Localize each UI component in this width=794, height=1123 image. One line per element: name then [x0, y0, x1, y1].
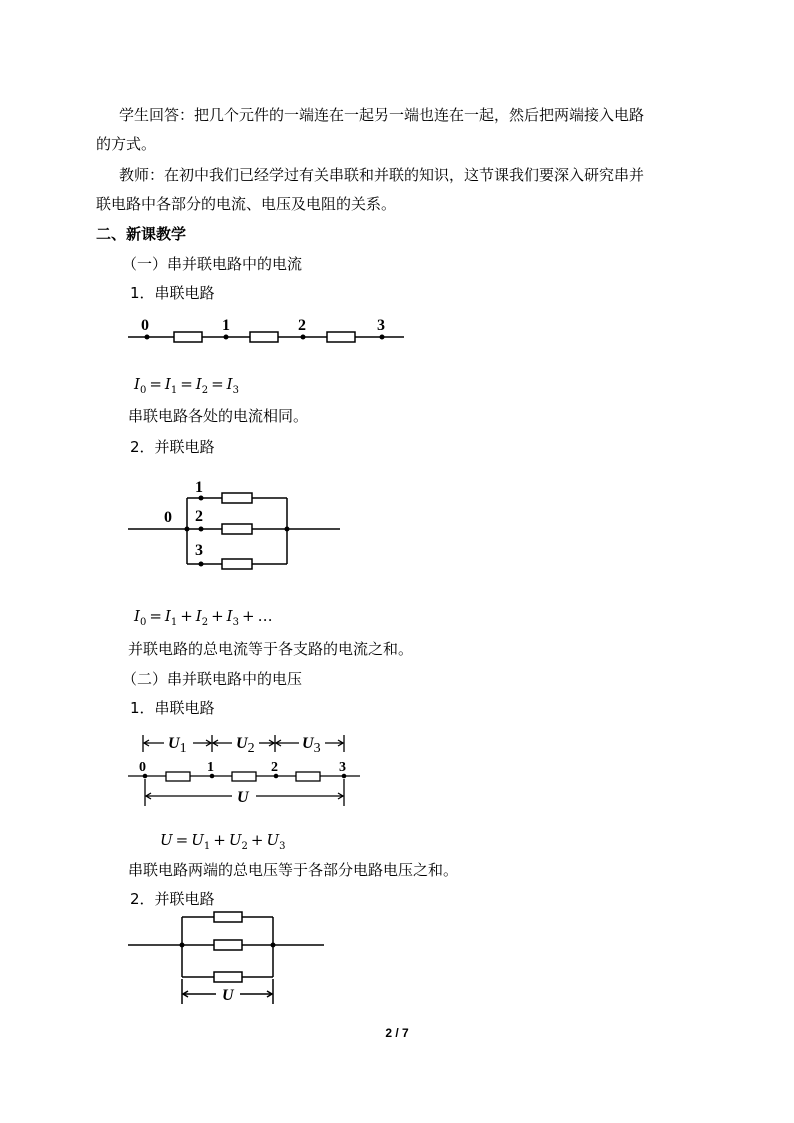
node-label-3: 3 — [339, 760, 346, 775]
formula-series-voltage: $U = U_1 + U_2 + U_3$ — [160, 831, 286, 852]
voltage-label-u3: U3 — [302, 735, 321, 756]
formula-parallel-current: $I_0 = I_1 + I_2 + I_3$ + … — [134, 607, 273, 628]
node-label-0: 0 — [141, 317, 149, 334]
node-label-0: 0 — [164, 509, 172, 526]
voltage-label-u1: U1 — [168, 735, 187, 756]
item-parallel-voltage: 2．并联电路 — [130, 890, 215, 908]
node-label-3: 3 — [377, 317, 385, 334]
series-current-conclusion: 串联电路各处的电流相同。 — [128, 407, 309, 425]
series-voltage-conclusion: 串联电路两端的总电压等于各部分电路电压之和。 — [128, 861, 459, 879]
page-number: 2 / 7 — [385, 1026, 409, 1040]
voltage-label-total: U — [237, 789, 249, 806]
formula-series-current: $I_0 = I_1 = I_2 = I_3$ — [134, 375, 239, 396]
subsection-voltage: （二）串并联电路中的电压 — [122, 670, 303, 688]
node-label-1: 1 — [222, 317, 230, 334]
student-answer-line2: 的方式。 — [96, 135, 157, 153]
node-label-2: 2 — [271, 760, 278, 775]
node-label-1: 1 — [195, 479, 203, 496]
subsection-current: （一）串并联电路中的电流 — [122, 255, 303, 273]
item-series-current: 1．串联电路 — [130, 284, 215, 302]
node-label-0: 0 — [139, 760, 146, 775]
node-label-2: 2 — [298, 317, 306, 334]
item-series-voltage: 1．串联电路 — [130, 699, 215, 717]
node-label-2: 2 — [195, 508, 203, 525]
teacher-line1: 教师：在初中我们已经学过有关串联和并联的知识，这节课我们要深入研究串并 — [119, 166, 645, 184]
section-heading: 二、新课教学 — [96, 225, 187, 243]
node-label-1: 1 — [207, 760, 214, 775]
voltage-label-total: U — [222, 987, 234, 1004]
teacher-line2: 联电路中各部分的电流、电压及电阻的关系。 — [96, 195, 397, 213]
node-label-3: 3 — [195, 542, 203, 559]
item-parallel-current: 2．并联电路 — [130, 438, 215, 456]
student-answer-line1: 学生回答：把几个元件的一端连在一起另一端也连在一起，然后把两端接入电路 — [119, 106, 645, 124]
voltage-label-u2: U2 — [236, 735, 255, 756]
parallel-current-conclusion: 并联电路的总电流等于各支路的电流之和。 — [128, 640, 414, 658]
